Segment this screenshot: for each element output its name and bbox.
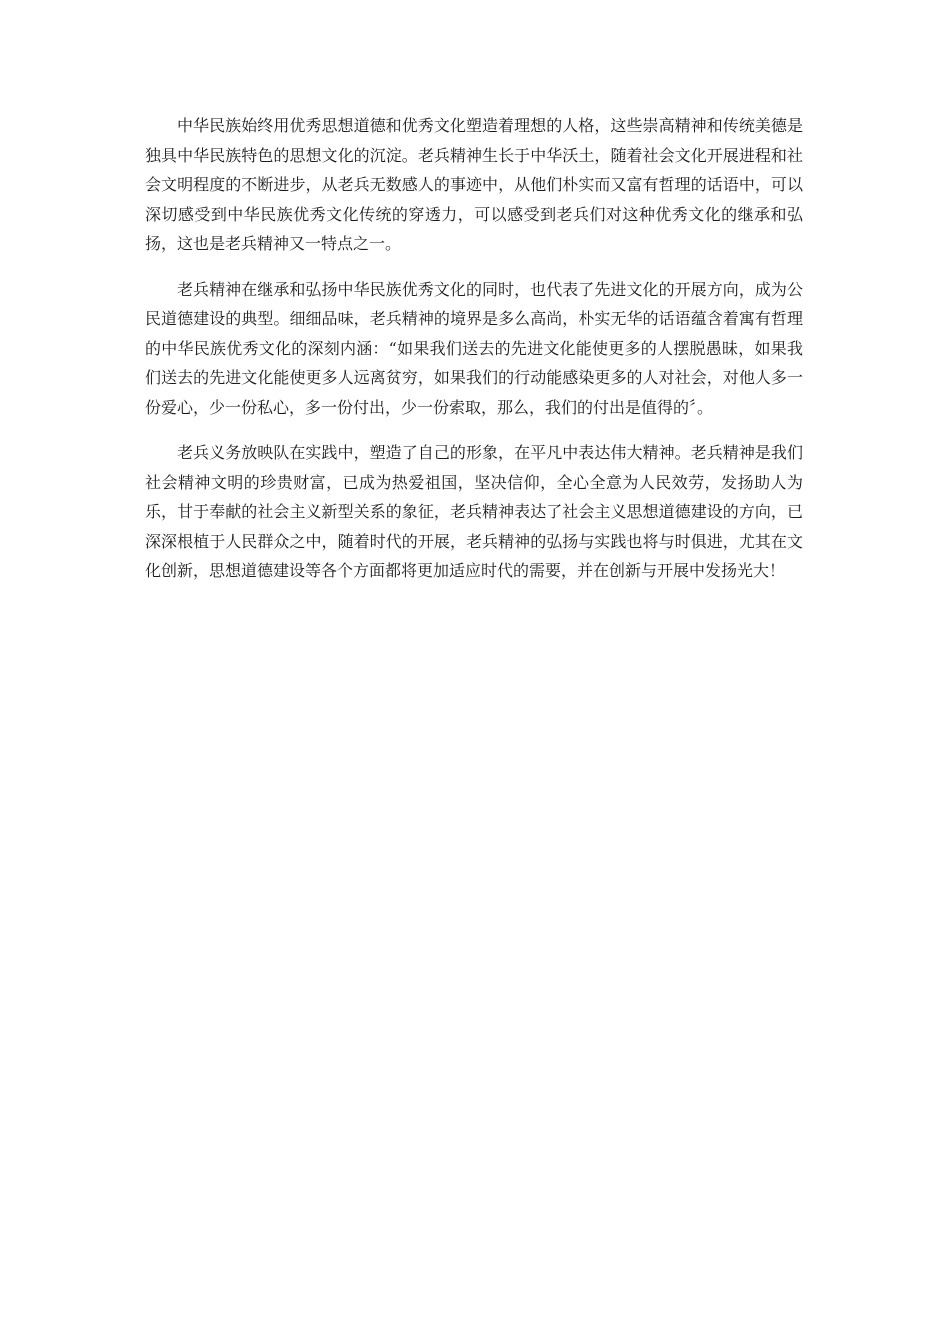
paragraph-1: 中华民族始终用优秀思想道德和优秀文化塑造着理想的人格，这些崇高精神和传统美德是独具中华民族特色的思想文化的沉淀。老兵精神生长于中华沃土，随着社会文化开展进程和社会文明程度的不断进步，从老兵无数感人的事迹中，从他们朴实而又富有哲理的话语中，可以深切感受到中华民族优秀文化传统的穿透力，可以感受到老兵们对这种优秀文化的继承和弘扬，这也是老兵精神又一特点之一。 xyxy=(145,116,803,253)
paragraph-2: 老兵精神在继承和弘扬中华民族优秀文化的同时，也代表了先进文化的开展方向，成为公民道德建设的典型。细细品味，老兵精神的境界是多么高尚，朴实无华的话语蕴含着寓有哲理的中华民族优秀文化的深刻内涵：“如果我们送去的先进文化能使更多的人摆脱愚昧，如果我们送去的先进文化能使更多人远离贫穷，如果我们的行动能感染更多的人对社会，对他人多一份爱心，少一份私心，多一份付出，少一份索取，那么，我们的付出是值得的〞。 xyxy=(145,279,803,417)
paragraph-3: 老兵义务放映队在实践中，塑造了自己的形象，在平凡中表达伟大精神。老兵精神是我们社会精神文明的珍贵财富，已成为热爱祖国，坚决信仰，全心全意为人民效劳，发扬助人为乐，甘于奉献的社会主义新型关系的象征，老兵精神表达了社会主义思想道德建设的方向，已深深根植于人民群众之中，随着时代的开展，老兵精神的弘扬与实践也将与时俱进，尤其在文化创新，思想道德建设等各个方面都将更加适应时代的需要，并在创新与开展中发扬光大！ xyxy=(145,443,803,580)
document-body xyxy=(145,111,803,602)
